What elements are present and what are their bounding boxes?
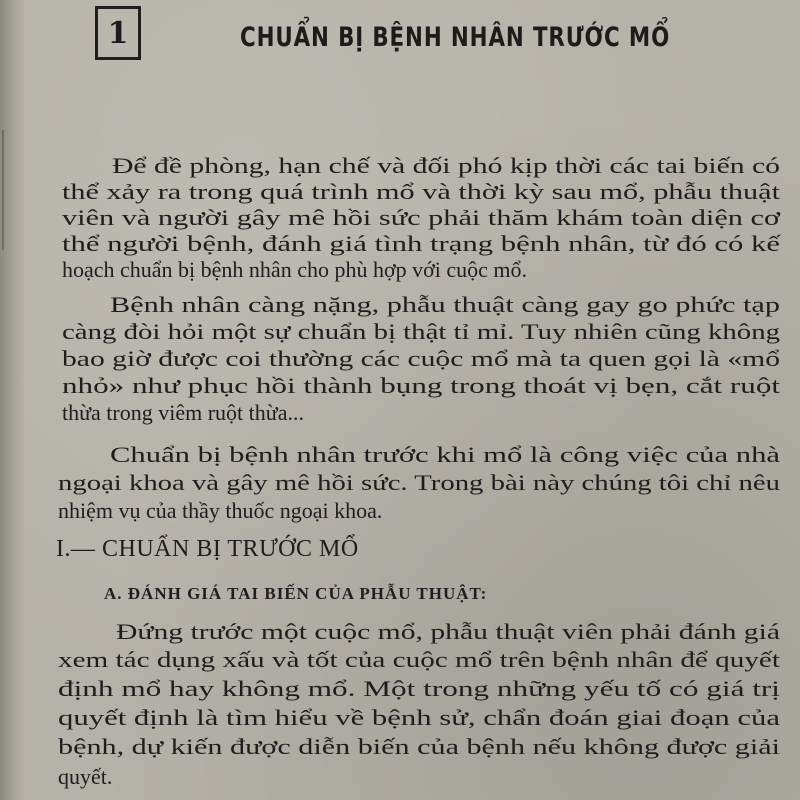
paragraph-3-line-2: ngoại khoa và gây mê hồi sức. Trong bài này chúng tôi chỉ nêu: [58, 470, 780, 495]
paragraph-1-line-5: hoạch chuẩn bị bệnh nhân cho phù hợp với cuộc mổ.: [62, 257, 527, 282]
section-line-1: Đứng trước một cuộc mổ, phẫu thuật viên phải đánh giá: [116, 619, 780, 644]
paragraph-3-line-1: Chuẩn bị bệnh nhân trước khi mổ là công việc của nhà: [110, 442, 780, 467]
paragraph-2-line-5: thừa trong viêm ruột thừa...: [62, 400, 304, 425]
paragraph-1-line-4: thể người bệnh, đánh giá tình trạng bệnh nhân, từ đó có kế: [62, 231, 780, 256]
paragraph-1-line-2: thể xảy ra trong quá trình mổ và thời kỳ sau mổ, phẫu thuật: [62, 179, 780, 204]
section-line-2: xem tác dụng xấu và tốt của cuộc mổ trên bệnh nhân để quyết: [58, 647, 780, 672]
section-line-5: bệnh, dự kiến được diễn biến của bệnh nếu không được giải: [58, 734, 780, 759]
section-line-3: định mổ hay không mổ. Một trong những yếu tố có giá trị: [58, 676, 780, 701]
paragraph-1-line-3: viên và người gây mê hồi sức phải thăm khám toàn diện cơ: [62, 205, 780, 230]
paragraph-3-line-3: nhiệm vụ của thầy thuốc ngoại khoa.: [58, 498, 383, 523]
section-subheading: A. ĐÁNH GIÁ TAI BIẾN CỦA PHẪU THUẬT:: [104, 584, 488, 603]
paragraph-2-line-3: bao giờ được coi thường các cuộc mổ mà ta quen gọi là «mổ: [62, 346, 780, 371]
chapter-title: CHUẨN BỊ BỆNH NHÂN TRƯỚC MỔ: [240, 22, 671, 53]
section-heading: I.— CHUẨN BỊ TRƯỚC MỔ: [56, 536, 359, 562]
paragraph-1-line-1: Để đề phòng, hạn chế và đối phó kịp thời các tai biến có: [112, 153, 780, 178]
paragraph-2-line-4: nhỏ» như phục hồi thành bụng trong thoát vị bẹn, cắt ruột: [62, 373, 780, 398]
section-line-6: quyết.: [58, 764, 113, 789]
paragraph-2-line-1: Bệnh nhân càng nặng, phẫu thuật càng gay go phức tạp: [110, 292, 780, 317]
paragraph-2-line-2: càng đòi hỏi một sự chuẩn bị thật tỉ mỉ. Tuy nhiên cũng không: [62, 319, 780, 344]
chapter-number: 1: [107, 15, 129, 51]
section-line-4: quyết định là tìm hiểu về bệnh sử, chẩn đoán giai đoạn của: [58, 705, 780, 730]
